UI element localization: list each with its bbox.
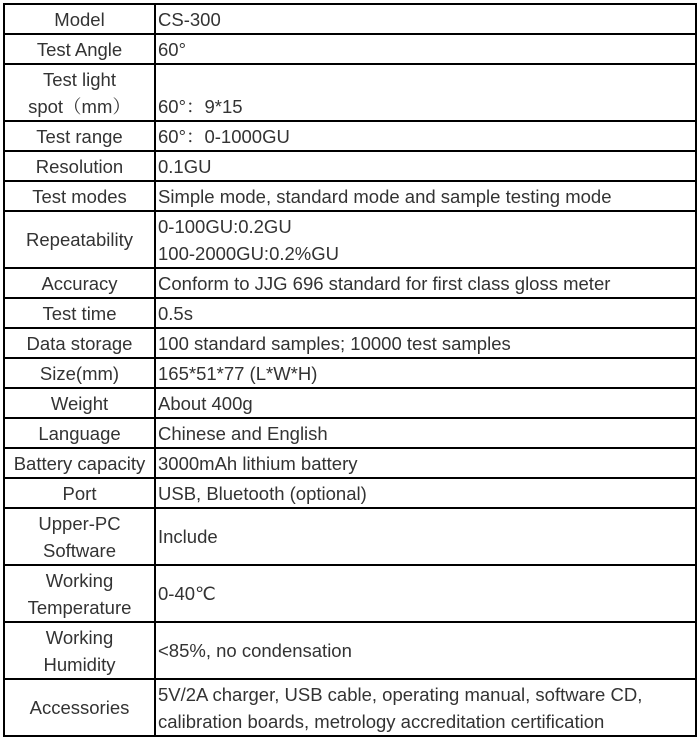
spec-value-upper-pc-software: Include [155,508,696,565]
table-row [4,622,696,679]
spec-label-port: Port [4,478,155,508]
spec-label-model: Model [4,4,155,34]
spec-label-line: spot（mm） [28,95,131,117]
spec-value-accessories [155,679,696,736]
spec-label-working-temperature [4,565,155,622]
spec-label-size: Size(mm) [4,358,155,388]
spec-label-line: Upper-PC [38,512,121,534]
spec-value-test-range: 60°：0-1000GU [155,121,696,151]
table-row [4,64,696,121]
spec-value-line: calibration boards, metrology accreditation certification [158,710,605,732]
table-row [4,4,696,34]
spec-label-weight: Weight [4,388,155,418]
table-row [4,328,696,358]
spec-value-language: Chinese and English [155,418,696,448]
spec-label-battery-capacity: Battery capacity [4,448,155,478]
spec-label-line: Test light [42,68,116,90]
table-row [4,181,696,211]
spec-label-line: Temperature [27,596,132,618]
spec-value-data-storage: 100 standard samples; 10000 test samples [155,328,696,358]
spec-value-weight: About 400g [155,388,696,418]
spec-value-accuracy: Conform to JJG 696 standard for first class gloss meter [155,268,696,298]
table-row [4,121,696,151]
spec-label-line: Working [45,569,114,591]
spec-label-data-storage: Data storage [4,328,155,358]
spec-label-test-angle: Test Angle [4,34,155,64]
table-row [4,298,696,328]
table-row [4,448,696,478]
spec-label-resolution: Resolution [4,151,155,181]
spec-label-working-humidity [4,622,155,679]
spec-label-line: Humidity [43,653,116,675]
spec-value-line: 5V/2A charger, USB cable, operating manual, software CD, [158,683,643,705]
spec-label-test-light-spot [4,64,155,121]
spec-label-line: Software [42,539,116,561]
table-row [4,388,696,418]
table-row [4,478,696,508]
spec-value-repeatability [155,211,696,268]
table-row [4,418,696,448]
spec-value-test-light-spot: 60°：9*15 [155,64,696,121]
spec-value-model: CS-300 [155,4,696,34]
table-row [4,358,696,388]
table-row [4,151,696,181]
spec-value-working-humidity: <85%, no condensation [155,622,696,679]
spec-label-upper-pc-software [4,508,155,565]
specifications-table [3,3,697,737]
spec-label-test-range: Test range [4,121,155,151]
spec-label-line: Working [45,626,114,648]
spec-value-working-temperature: 0-40℃ [155,565,696,622]
spec-label-accuracy: Accuracy [4,268,155,298]
spec-label-test-modes: Test modes [4,181,155,211]
spec-value-line: 100-2000GU:0.2%GU [158,242,339,264]
spec-value-port: USB, Bluetooth (optional) [155,478,696,508]
table-row [4,508,696,565]
spec-label-language: Language [4,418,155,448]
spec-label-repeatability: Repeatability [4,211,155,268]
table-row [4,268,696,298]
spec-value-test-modes: Simple mode, standard mode and sample testing mode [155,181,696,211]
spec-value-test-angle: 60° [155,34,696,64]
spec-value-test-time: 0.5s [155,298,696,328]
spec-label-test-time: Test time [4,298,155,328]
spec-value-line: 0-100GU:0.2GU [158,215,292,237]
spec-value-resolution: 0.1GU [155,151,696,181]
spec-value-size: 165*51*77 (L*W*H) [155,358,696,388]
spec-label-accessories: Accessories [4,679,155,736]
table-row [4,565,696,622]
table-row [4,211,696,268]
spec-value-battery-capacity: 3000mAh lithium battery [155,448,696,478]
table-row [4,34,696,64]
table-row [4,679,696,736]
